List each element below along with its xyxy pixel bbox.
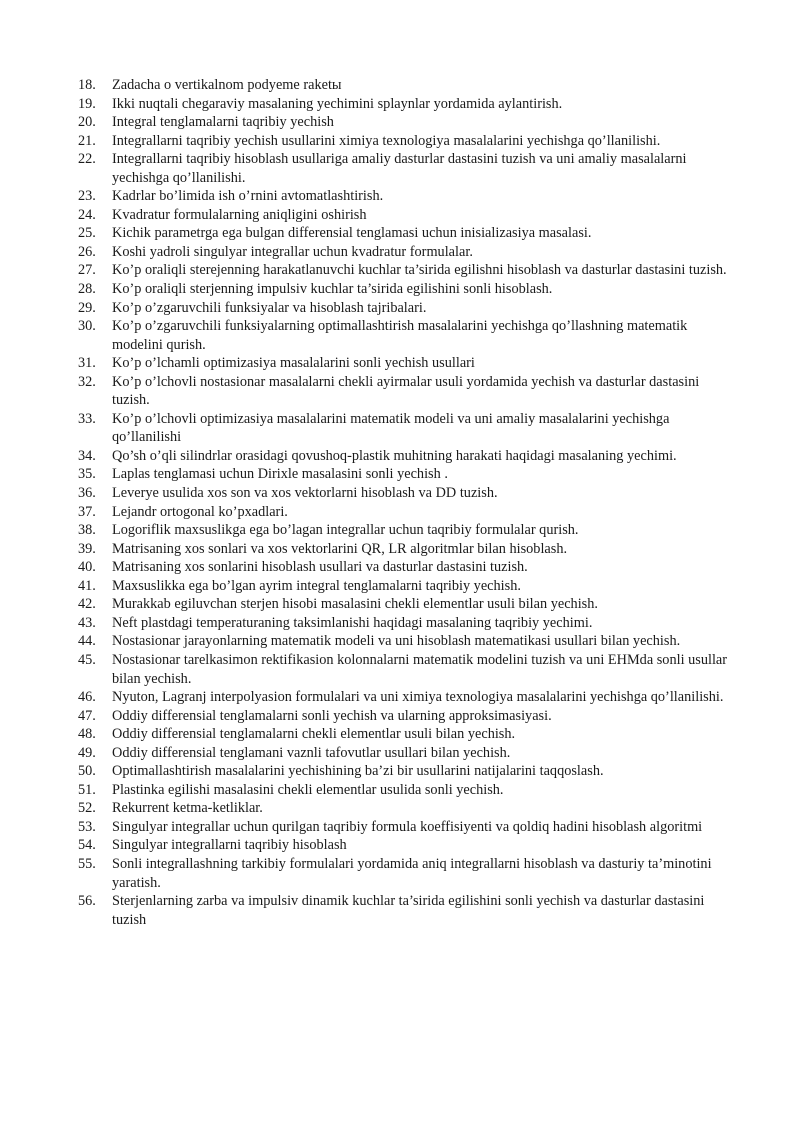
item-number: 40. [78,559,96,576]
list-item [78,558,728,577]
item-number: 32. [78,373,96,390]
item-text: Sonli integrallashning tarkibiy formulalari yordamida aniq integrallarni hisoblash va dasturiy ta’minotini yaratish. [112,855,712,891]
item-text: Oddiy differensial tenglamalarni sonli yechish va ularning approksimasiyasi. [112,707,552,724]
item-number: 49. [78,744,96,761]
item-text: Ko’p o’zgaruvchili funksiyalarning optimallashtirish masalalarini yechishga qo’llashning matematik modelini qurish. [112,318,688,353]
item-number: 23. [78,188,96,205]
item-text: Leverye usulida xos son va xos vektorlarni hisoblash va DD tuzish. [112,485,498,502]
list-item [78,577,728,596]
item-number: 46. [78,689,96,706]
item-text: Ikki nuqtali chegaraviy masalaning yechimini splaynlar yordamida aylantirish. [112,95,563,112]
item-number: 36. [78,485,96,502]
item-text: Ko’p o’lchovli nostasionar masalalarni chekli ayirmalar usuli yordamida yechish va dasturlar dastasini tuzish. [112,373,700,409]
item-text: Integral tenglamalarni taqribiy yechish [112,114,334,131]
list-item [78,280,728,299]
item-text: Oddiy differensial tenglamani vaznli tafovutlar usullari bilan yechish. [112,744,511,761]
list-item [78,595,728,614]
list-item [78,836,728,855]
list-item [78,521,728,540]
topic-list [78,76,728,929]
item-number: 26. [78,243,96,260]
list-item [78,744,728,763]
list-item [78,688,728,707]
item-text: Laplas tenglamasi uchun Dirixle masalasini sonli yechish . [112,466,448,483]
item-number: 29. [78,299,96,316]
list-item [78,707,728,726]
list-item [78,465,728,484]
item-number: 19. [78,95,96,112]
item-number: 30. [78,318,96,335]
list-item [78,373,728,410]
item-number: 20. [78,114,96,131]
list-item [78,206,728,225]
item-text: Ko’p oraliqli sterjenning impulsiv kuchlar ta’sirida egilishini sonli hisoblash. [112,281,553,298]
list-item [78,132,728,151]
item-text: Koshi yadroli singulyar integrallar uchun kvadratur formulalar. [112,243,473,260]
list-item [78,447,728,466]
list-item [78,818,728,837]
item-number: 27. [78,262,96,279]
list-item [78,892,728,929]
item-number: 44. [78,633,96,650]
list-item [78,299,728,318]
list-item [78,855,728,892]
item-text: Ko’p o’zgaruvchili funksiyalar va hisoblash tajribalari. [112,299,427,316]
list-item [78,410,728,447]
list-item [78,484,728,503]
item-number: 51. [78,781,96,798]
item-text: Maxsuslikka ega bo’lgan ayrim integral tenglamalarni taqribiy yechish. [112,577,521,594]
list-item [78,651,728,688]
list-item [78,150,728,187]
list-item [78,781,728,800]
list-item [78,503,728,522]
item-number: 53. [78,818,96,835]
item-number: 48. [78,726,96,743]
item-text: Zadacha o vertikalnom podyeme raketы [112,77,342,93]
item-number: 38. [78,522,96,539]
list-item [78,799,728,818]
item-text: Lejandr ortogonal ko’pxadlari. [112,503,288,520]
list-item [78,113,728,132]
item-number: 42. [78,596,96,613]
item-text: Optimallashtirish masalalarini yechishining ba’zi bir usullarini natijalarini taqqoslash. [112,763,604,780]
item-number: 21. [78,132,96,149]
item-number: 22. [78,151,96,168]
item-text: Kichik parametrga ega bulgan differensial tenglamasi uchun inisializasiya masalasi. [112,225,592,242]
item-number: 39. [78,540,96,557]
list-item [78,187,728,206]
list-item [78,725,728,744]
list-item [78,540,728,559]
item-text: Plastinka egilishi masalasini chekli elementlar usulida sonli yechish. [112,781,504,798]
item-number: 34. [78,447,96,464]
item-number: 52. [78,800,96,817]
item-text: Integrallarni taqribiy yechish usullarini ximiya texnologiya masalalarini yechishga qo’llanilishi. [112,132,661,149]
item-text: Qo’sh o’qli silindrlar orasidagi qovushoq-plastik muhitning harakati haqidagi masalaning yechimi. [112,447,677,464]
item-number: 54. [78,837,96,854]
item-text: Ko’p o’lchamli optimizasiya masalalarini sonli yechish usullari [112,355,475,372]
item-text: Ko’p oraliqli sterejenning harakatlanuvchi kuchlar ta’sirida egilishni hisoblash va dasturlar dastasini tuzish. [112,262,727,279]
item-text: Nostasionar jarayonlarning matematik modeli va uni hisoblash matematikasi usullari bilan yechish. [112,633,681,650]
item-text: Integrallarni taqribiy hisoblash usullariga amaliy dasturlar dastasini tuzish va uni amaliy masalalarni yechishga qo’llanilishi. [112,151,687,186]
item-number: 41. [78,577,96,594]
item-text: Ko’p o’lchovli optimizasiya masalalarini matematik modeli va uni amaliy masalalarini yechishga qo’llanilishi [112,410,670,446]
item-text: Rekurrent ketma-ketliklar. [112,800,263,817]
item-number: 35. [78,466,96,483]
list-item [78,614,728,633]
item-text: Singulyar integrallarni taqribiy hisoblash [112,837,347,854]
item-number: 50. [78,763,96,780]
item-text: Nyuton, Lagranj interpolyasion formulalari va uni ximiya texnologiya masalalarini yechishga qo’llanilishi. [112,689,724,706]
item-number: 47. [78,707,96,724]
item-text: Singulyar integrallar uchun qurilgan taqribiy formula koeffisiyenti va qoldiq hadini hisoblash algoritmi [112,818,703,835]
list-item [78,762,728,781]
item-number: 31. [78,355,96,372]
item-text: Matrisaning xos sonlarini hisoblash usullari va dasturlar dastasini tuzish. [112,559,528,576]
list-item [78,317,728,354]
item-number: 28. [78,281,96,298]
item-text: Kvadratur formulalarning aniqligini oshirish [112,206,367,223]
item-text: Kadrlar bo’limida ish o’rnini avtomatlashtirish. [112,188,384,205]
item-text: Murakkab egiluvchan sterjen hisobi masalasini chekli elementlar usuli bilan yechish. [112,596,598,613]
item-number: 55. [78,855,96,872]
item-number: 43. [78,614,96,631]
item-text: Neft plastdagi temperaturaning taksimlanishi haqidagi masalaning taqribiy yechimi. [112,614,593,631]
item-number: 45. [78,651,96,668]
item-number: 37. [78,503,96,520]
list-item [78,632,728,651]
item-number: 25. [78,225,96,242]
item-number: 24. [78,206,96,223]
item-number: 33. [78,410,96,427]
item-text: Matrisaning xos sonlari va xos vektorlarini QR, LR algoritmlar bilan hisoblash. [112,540,568,557]
item-text: Oddiy differensial tenglamalarni chekli elementlar usuli bilan yechish. [112,726,516,743]
item-text: Nostasionar tarelkasimon rektifikasion kolonnalarni matematik modelini tuzish va uni EHMda sonli usullar bilan yechish. [112,651,728,687]
item-number: 56. [78,893,96,910]
item-number: 18. [78,77,96,93]
item-text: Logoriflik maxsuslikga ega bo’lagan integrallar uchun taqribiy formulalar qurish. [112,522,579,539]
list-item [78,224,728,243]
list-item [78,95,728,114]
list-item [78,354,728,373]
list-item [78,243,728,262]
item-text: Sterjenlarning zarba va impulsiv dinamik kuchlar ta’sirida egilishini sonli yechish va dasturlar dastasini tuzish [112,893,705,928]
list-item [78,261,728,280]
list-item [78,76,728,95]
